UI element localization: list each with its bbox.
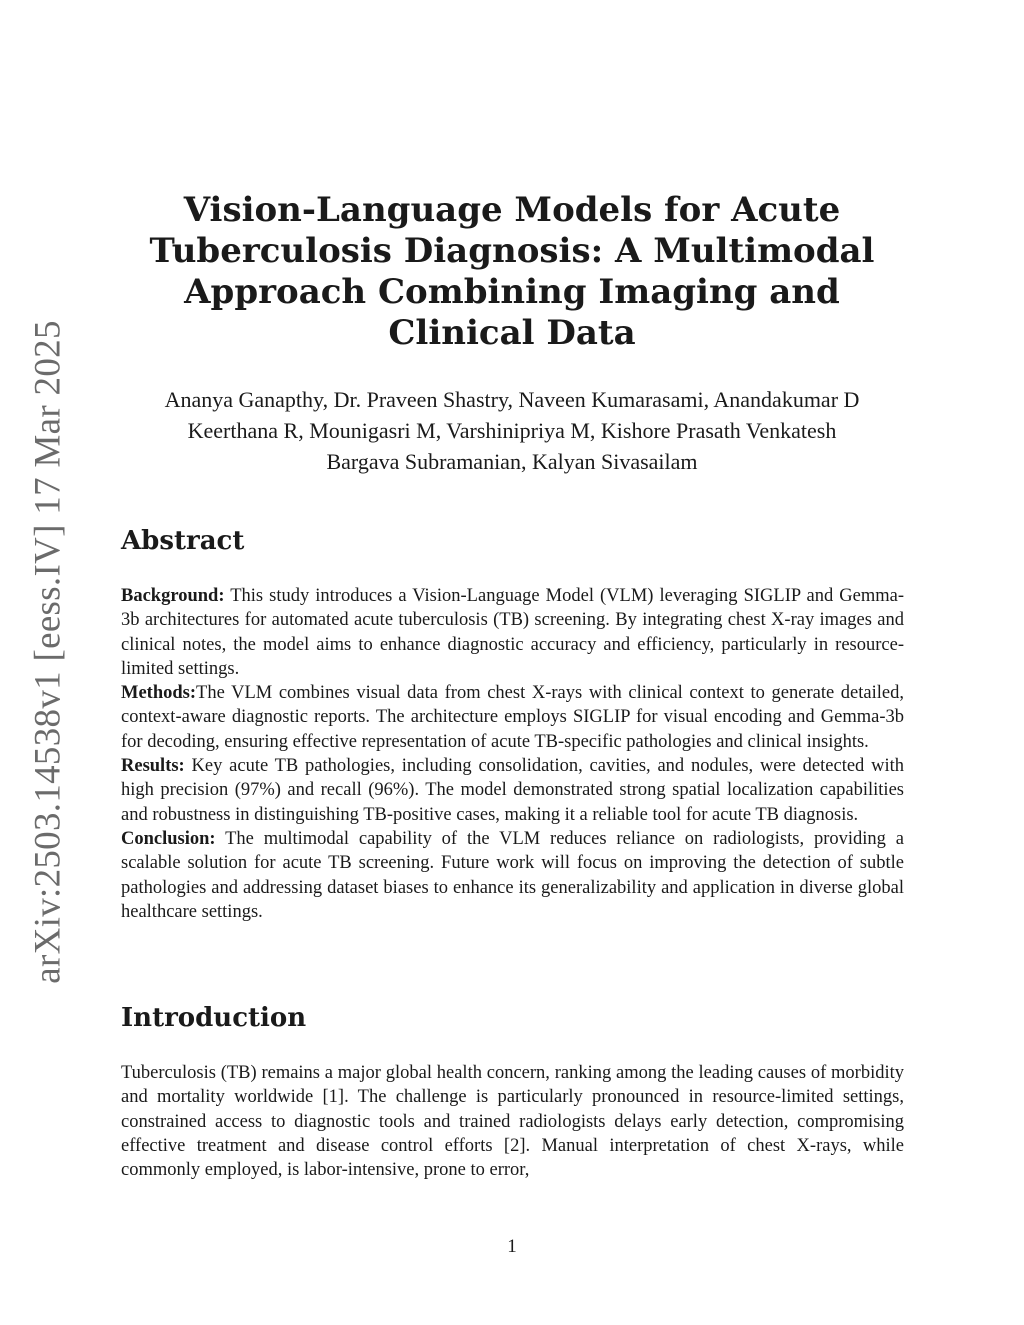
author-list xyxy=(80,384,944,477)
results-text: Key acute TB pathologies, including consolidation, cavities, and nodules, were detected with high precision (97%) and recall (96%). The model demonstrated strong spatial localization capabilities and robustness in distinguishing TB-positive cases, making it a reliable tool for acute TB diagnosis. xyxy=(121,756,904,825)
abstract-heading: Abstract xyxy=(121,526,245,556)
abstract-body xyxy=(121,584,904,924)
conclusion-text: The multimodal capability of the VLM reduces reliance on radiologists, providing a scalable solution for acute TB screening. Future work will focus on improving the detection of subtle pathologies and addressing dataset biases to enhance its generalizability and application in diverse global healthcare settings. xyxy=(121,828,904,922)
background-text: This study introduces a Vision-Language Model (VLM) leveraging SIGLIP and Gemma-3b architectures for automated acute tuberculosis (TB) screening. By integrating chest X-ray images and clinical notes, the model aims to enhance diagnostic accuracy and efficiency, particularly in resource-limited settings. xyxy=(121,586,904,679)
introduction-paragraph: Tuberculosis (TB) remains a major global health concern, ranking among the leading causes of morbidity and mortality worldwide [1]. The challenge is particularly pronounced in resource-limited settings, constrained access to diagnostic tools and trained radiologists delays early detection, compromising effective treatment and disease control efforts [2]. Manual interpretation of chest X-rays, while commonly employed, is labor-intensive, prone to error, xyxy=(121,1063,904,1181)
abstract-conclusion xyxy=(121,827,904,924)
results-label: Results: xyxy=(121,756,185,777)
abstract-methods xyxy=(121,681,904,754)
author-line: Bargava Subramanian, Kalyan Sivasailam xyxy=(326,449,698,474)
arxiv-identifier: arXiv:2503.14538v1 [eess.IV] 17 Mar 2025 xyxy=(27,320,69,984)
abstract-background xyxy=(121,584,904,681)
conclusion-label: Conclusion: xyxy=(121,828,216,849)
methods-text: The VLM combines visual data from chest X-rays with clinical context to generate detailed, context-aware diagnostic reports. The architecture employs SIGLIP for visual encoding and Gemma-3b for decoding, ensuring effective representation of acute TB-specific pathologies and clinical insights. xyxy=(121,683,904,752)
page-number: 1 xyxy=(507,1236,517,1257)
author-line: Ananya Ganapthy, Dr. Praveen Shastry, Naveen Kumarasami, Anandakumar D xyxy=(164,387,860,412)
abstract-results xyxy=(121,754,904,827)
methods-label: Methods: xyxy=(121,683,197,704)
paper-title: Vision-Language Models for Acute Tuberculosis Diagnosis: A Multimodal Approach Combining Imaging and Clinical Data xyxy=(149,190,875,353)
background-label: Background: xyxy=(121,586,225,606)
introduction-heading: Introduction xyxy=(121,1003,307,1033)
author-line: Keerthana R, Mounigasri M, Varshinipriya M, Kishore Prasath Venkatesh xyxy=(187,418,837,443)
